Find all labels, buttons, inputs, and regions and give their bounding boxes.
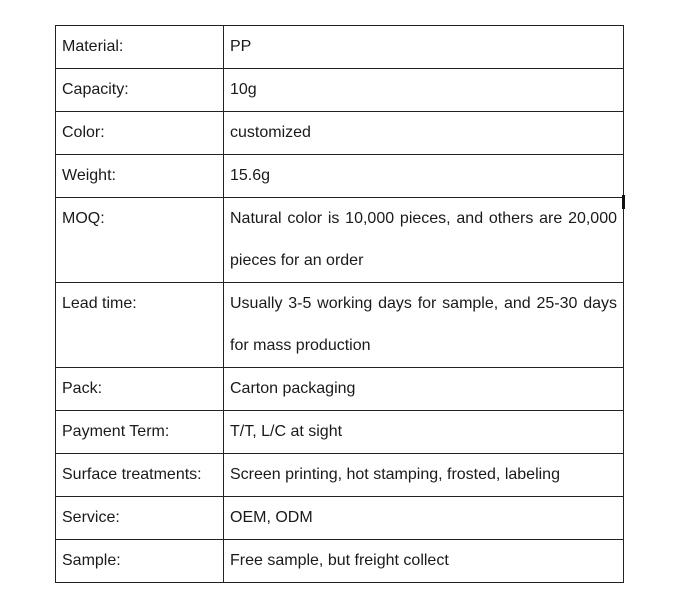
row-value: Usually 3-5 working days for sample, and 25-30 days for mass production: [224, 283, 624, 368]
row-value: customized: [224, 112, 624, 155]
row-label: Capacity:: [56, 69, 224, 112]
row-value: 10g: [224, 69, 624, 112]
table-row: [56, 454, 624, 497]
table-row: [56, 497, 624, 540]
row-value: PP: [224, 26, 624, 69]
table-row: [56, 368, 624, 411]
row-label: Service:: [56, 497, 224, 540]
row-label: Weight:: [56, 155, 224, 198]
row-label: Pack:: [56, 368, 224, 411]
table-row: [56, 155, 624, 198]
row-value: Screen printing, hot stamping, frosted, labeling: [224, 454, 624, 497]
table-row: [56, 112, 624, 155]
table-row: [56, 411, 624, 454]
table-row: [56, 69, 624, 112]
spec-table: [55, 25, 624, 583]
row-label: Sample:: [56, 540, 224, 583]
table-row: [56, 540, 624, 583]
row-label: MOQ:: [56, 198, 224, 283]
table-row: [56, 198, 624, 283]
row-value: Free sample, but freight collect: [224, 540, 624, 583]
text-cursor-marker: [622, 195, 625, 209]
table-row: [56, 283, 624, 368]
row-label: Lead time:: [56, 283, 224, 368]
row-value: OEM, ODM: [224, 497, 624, 540]
row-value: Natural color is 10,000 pieces, and others are 20,000 pieces for an order: [224, 198, 624, 283]
row-label: Payment Term:: [56, 411, 224, 454]
row-label: Material:: [56, 26, 224, 69]
row-value: T/T, L/C at sight: [224, 411, 624, 454]
row-value: 15.6g: [224, 155, 624, 198]
row-value: Carton packaging: [224, 368, 624, 411]
row-label: Surface treatments:: [56, 454, 224, 497]
table-row: [56, 26, 624, 69]
row-label: Color:: [56, 112, 224, 155]
